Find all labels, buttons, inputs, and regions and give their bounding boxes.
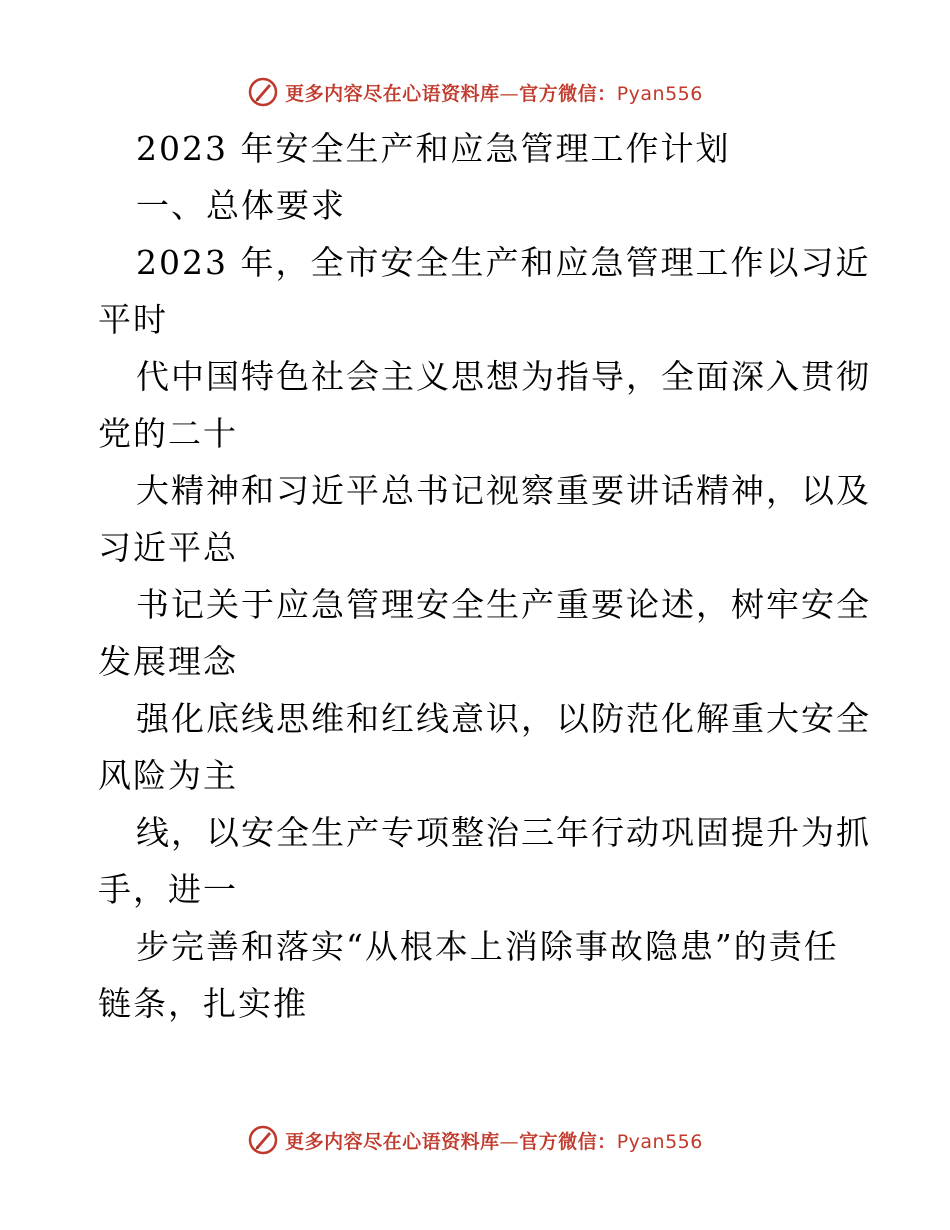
section-heading: 一、总体要求	[136, 186, 346, 225]
footer-watermark	[0, 1120, 950, 1160]
paragraph-line-wrap: 平时	[98, 300, 168, 339]
paragraph-line: 书记关于应急管理安全生产重要论述，树牢安全	[136, 585, 871, 624]
paragraph-line: 2023 年，全市安全生产和应急管理工作以习近	[136, 243, 871, 282]
paragraph-line-wrap: 链条，扎实推	[98, 984, 308, 1023]
watermark-text: 更多内容尽在心语资料库—官方微信：Pyan556	[285, 1130, 703, 1153]
watermark-text: 更多内容尽在心语资料库—官方微信：Pyan556	[285, 82, 703, 105]
paragraph-line-wrap: 习近平总	[98, 528, 238, 567]
paragraph-line-wrap: 手，进一	[98, 870, 238, 909]
document-title: 2023 年安全生产和应急管理工作计划	[136, 129, 731, 168]
paragraph-line: 强化底线思维和红线意识，以防范化解重大安全	[136, 699, 871, 738]
paragraph-line-wrap: 风险为主	[98, 756, 238, 795]
paragraph-line: 线，以安全生产专项整治三年行动巩固提升为抓	[136, 813, 871, 852]
quill-pen-logo-icon	[247, 76, 279, 108]
paragraph-line: 步完善和落实“从根本上消除事故隐患”的责任	[136, 927, 839, 966]
paragraph-line-wrap: 发展理念	[98, 642, 238, 681]
paragraph-line: 代中国特色社会主义思想为指导，全面深入贯彻	[136, 357, 871, 396]
quill-pen-logo-icon	[247, 1124, 279, 1156]
paragraph-line-wrap: 党的二十	[98, 414, 238, 453]
header-watermark	[0, 72, 950, 112]
paragraph-line: 大精神和习近平总书记视察重要讲话精神，以及	[136, 471, 871, 510]
document-body	[98, 120, 871, 1032]
